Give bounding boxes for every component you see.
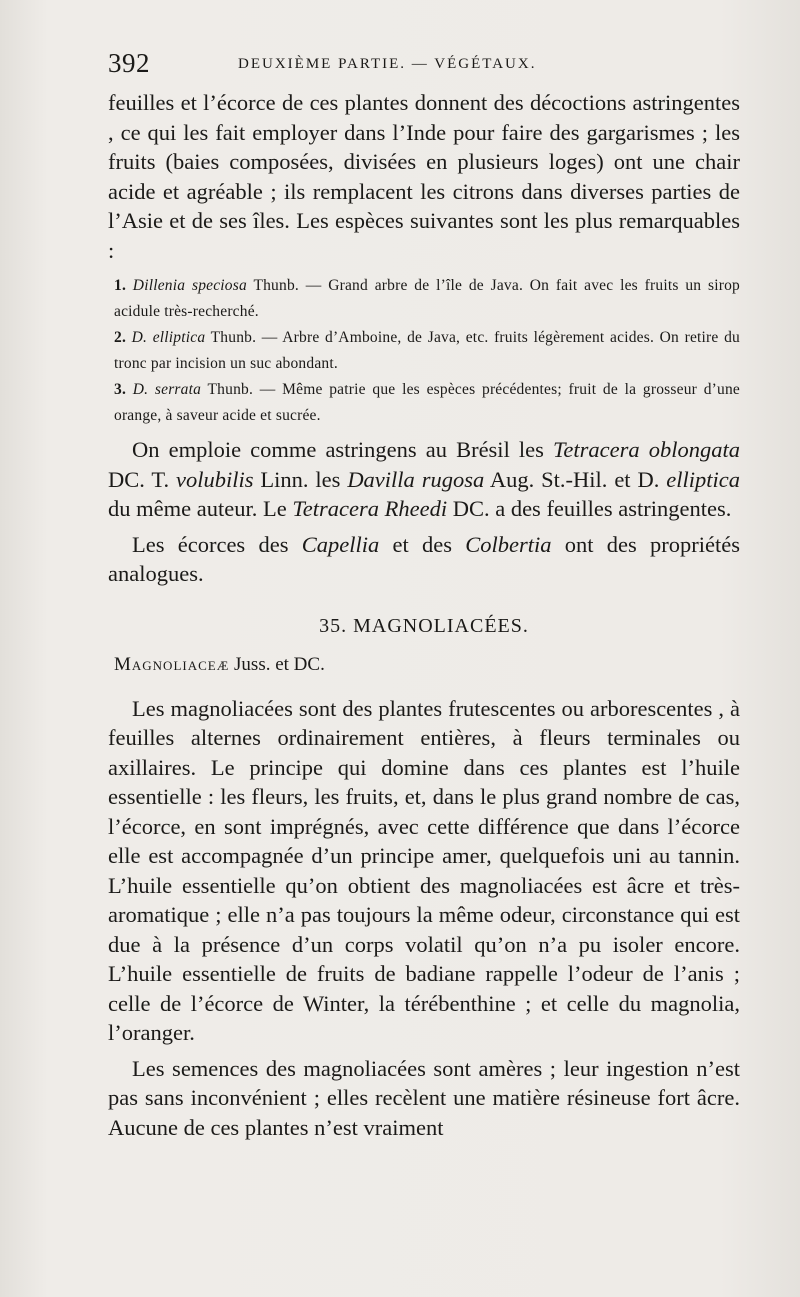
running-head bbox=[108, 48, 740, 88]
taxon-name: Colbertia bbox=[465, 531, 552, 557]
text-run: Linn. les bbox=[253, 466, 348, 492]
note-number: 1. bbox=[114, 277, 127, 294]
taxon-name: Capellia bbox=[301, 531, 380, 557]
note-author: Thunb. bbox=[210, 329, 257, 346]
note-species-name: D. elliptica bbox=[131, 329, 206, 346]
species-note-3 bbox=[114, 377, 740, 429]
text-run: Les écorces des bbox=[132, 531, 302, 557]
note-species-name: D. serrata bbox=[132, 381, 202, 398]
seeds-paragraph: Les semences des magnoliacées sont amères ; leur ingestion n’est pas sans inconvénient ; elles recèlent une matière résineuse fort âcre. Aucune de ces plantes n’est vraiment bbox=[108, 1055, 740, 1140]
species-note-2 bbox=[114, 325, 740, 377]
bark-paragraph bbox=[108, 530, 740, 589]
note-number: 2. bbox=[114, 329, 127, 346]
note-text: — Arbre d’Amboine, de Java, etc. fruits légèrement acides. On retire du tronc par incision un suc abondant. bbox=[114, 329, 741, 372]
taxon-name: Tetracera oblongata bbox=[552, 437, 740, 462]
note-text: — Même patrie que les espèces précédentes; fruit de la grosseur d’une orange, à saveur acide et sucrée. bbox=[114, 381, 741, 424]
section-title: 35. MAGNOLIACÉES. bbox=[319, 614, 529, 637]
text-run: DC. a des feuilles astringentes. bbox=[447, 496, 732, 521]
species-note-1 bbox=[114, 273, 740, 325]
text-run: Aug. St.-Hil. et D. bbox=[484, 466, 667, 492]
taxon-name: elliptica bbox=[666, 466, 740, 492]
running-title: DEUXIÈME PARTIE. — VÉGÉTAUX. bbox=[238, 56, 537, 72]
note-species-name: Dillenia speciosa bbox=[132, 277, 247, 294]
text-run: ont des propriétés analogues. bbox=[108, 531, 740, 586]
note-author: Thunb. bbox=[253, 277, 299, 294]
intro-paragraph: feuilles et l’écorce de ces plantes donnent des décoctions astringentes , ce qui les fait employer dans l’Inde pour faire des gargarismes ; les fruits (baies composées, divisées en plusieurs loges) ont une chair acide et agréable ; ils remplacent les citrons dans diverses parties de l’Asie et de ses îles. Les espèces suivantes sont les plus remarquables : bbox=[108, 90, 740, 263]
taxon-name: Tetracera Rheedi bbox=[292, 496, 448, 521]
species-notes bbox=[108, 273, 740, 429]
family-name: Magnoliaceæ bbox=[114, 653, 230, 675]
note-text: — Grand arbre de l’île de Java. On fait avec les fruits un sirop acidule très-recherché. bbox=[114, 277, 740, 320]
text-run: DC. T. bbox=[108, 466, 176, 492]
text-run: On emploie comme astringens au Brésil les bbox=[132, 437, 553, 462]
text-block bbox=[108, 48, 740, 1142]
family-authors: Juss. et DC. bbox=[234, 653, 325, 675]
taxon-name: volubilis bbox=[175, 466, 254, 492]
taxon-name: Davilla rugosa bbox=[347, 466, 485, 492]
magnolia-paragraph: Les magnoliacées sont des plantes frutescentes ou arborescentes , à feuilles alternes ordinairement entières, à fleurs terminales ou axillaires. Le principe qui domine dans ces plantes est l’huile essentielle : les fleurs, les fruits, et, dans le plus grand nombre de cas, l’écorce, en sont imprégnés, avec cette différence que dans l’écorce elle est accompagnée d’un principe amer, quelquefois uni au tannin. L’huile essentielle qu’on obtient des magnoliacées est âcre et très-aromatique ; elle n’a pas toujours la même odeur, circonstance qui est due à la présence d’un corps volatil qu’on n’a pu isoler encore. L’huile essentielle de fruits de badiane rappelle l’odeur de l’anis ; celle de l’écorce de Winter, la térébenthine ; et celle du magnolia, l’oranger. bbox=[108, 695, 740, 1045]
astringent-paragraph bbox=[108, 435, 740, 524]
note-number: 3. bbox=[114, 381, 127, 398]
text-run: et des bbox=[379, 531, 466, 557]
text-run: du même auteur. Le bbox=[108, 496, 293, 521]
family-line bbox=[108, 654, 740, 676]
page-number: 392 bbox=[108, 48, 150, 78]
note-author: Thunb. bbox=[207, 381, 254, 398]
